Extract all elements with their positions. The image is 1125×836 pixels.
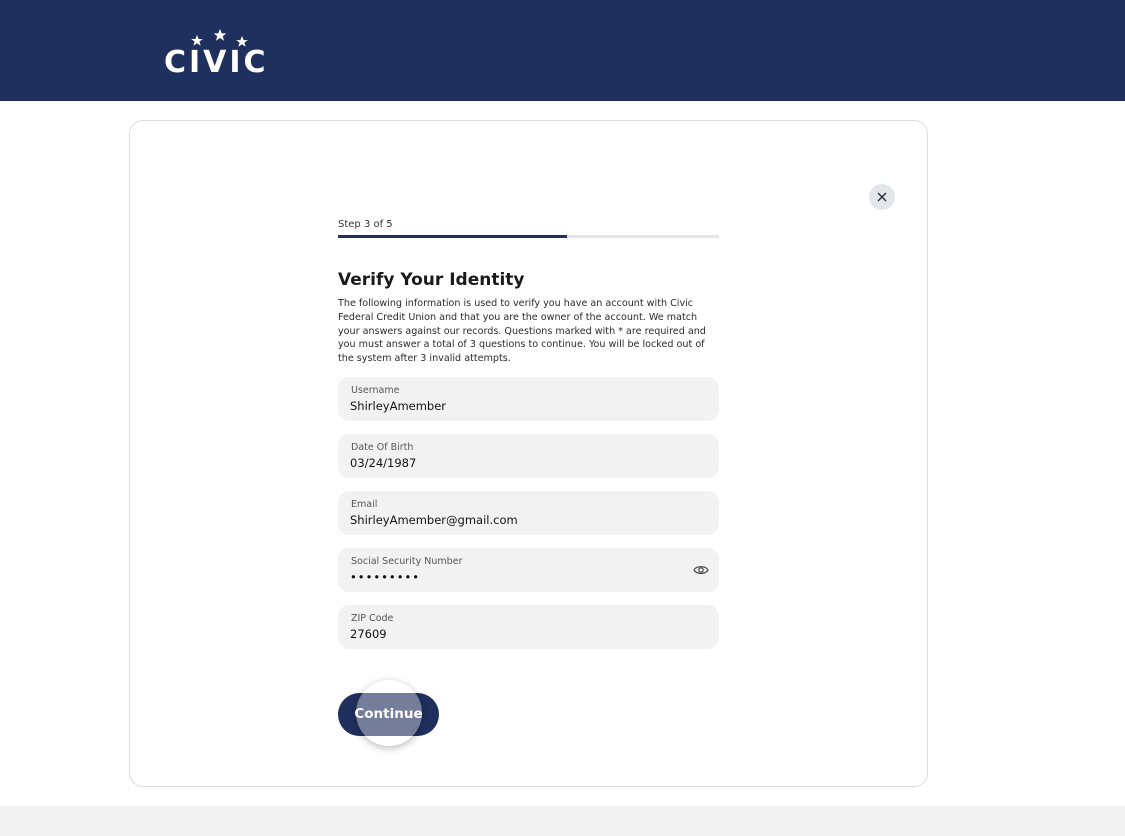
step-indicator: Step 3 of 5 <box>338 219 393 230</box>
close-icon <box>877 192 887 202</box>
dob-input[interactable] <box>350 456 680 470</box>
civic-logo[interactable] <box>164 28 284 80</box>
ssn-input[interactable] <box>350 570 680 584</box>
email-label: Email <box>351 499 378 510</box>
ssn-label: Social Security Number <box>351 556 463 567</box>
page-description: The following information is used to verify you have an account with Civic Federal Credit Union and that you are the owner of the account. We match your answers against our records. Questions marked with * are required and you must answer a total of 3 questions to continue. You will be locked out of the system after 3 invalid attempts. <box>338 298 706 365</box>
username-field[interactable] <box>338 377 719 421</box>
zip-input[interactable] <box>350 627 680 641</box>
username-label: Username <box>351 385 400 396</box>
continue-button-label: Continue <box>354 706 423 722</box>
progress-fill <box>338 235 567 238</box>
zip-label: ZIP Code <box>351 613 394 624</box>
site-header <box>0 0 1125 101</box>
page-footer <box>0 806 1125 836</box>
logo-wordmark: CIVIC <box>164 45 269 80</box>
dob-field[interactable] <box>338 434 719 478</box>
eye-icon[interactable] <box>693 563 709 577</box>
zip-field[interactable] <box>338 605 719 649</box>
continue-button[interactable] <box>338 693 439 736</box>
close-button[interactable] <box>869 184 895 210</box>
progress-bar <box>338 235 719 238</box>
email-input[interactable] <box>350 513 680 527</box>
page-title: Verify Your Identity <box>338 270 525 290</box>
email-field[interactable] <box>338 491 719 535</box>
ssn-field[interactable] <box>338 548 719 592</box>
dob-label: Date Of Birth <box>351 442 414 453</box>
username-input[interactable] <box>350 399 680 413</box>
